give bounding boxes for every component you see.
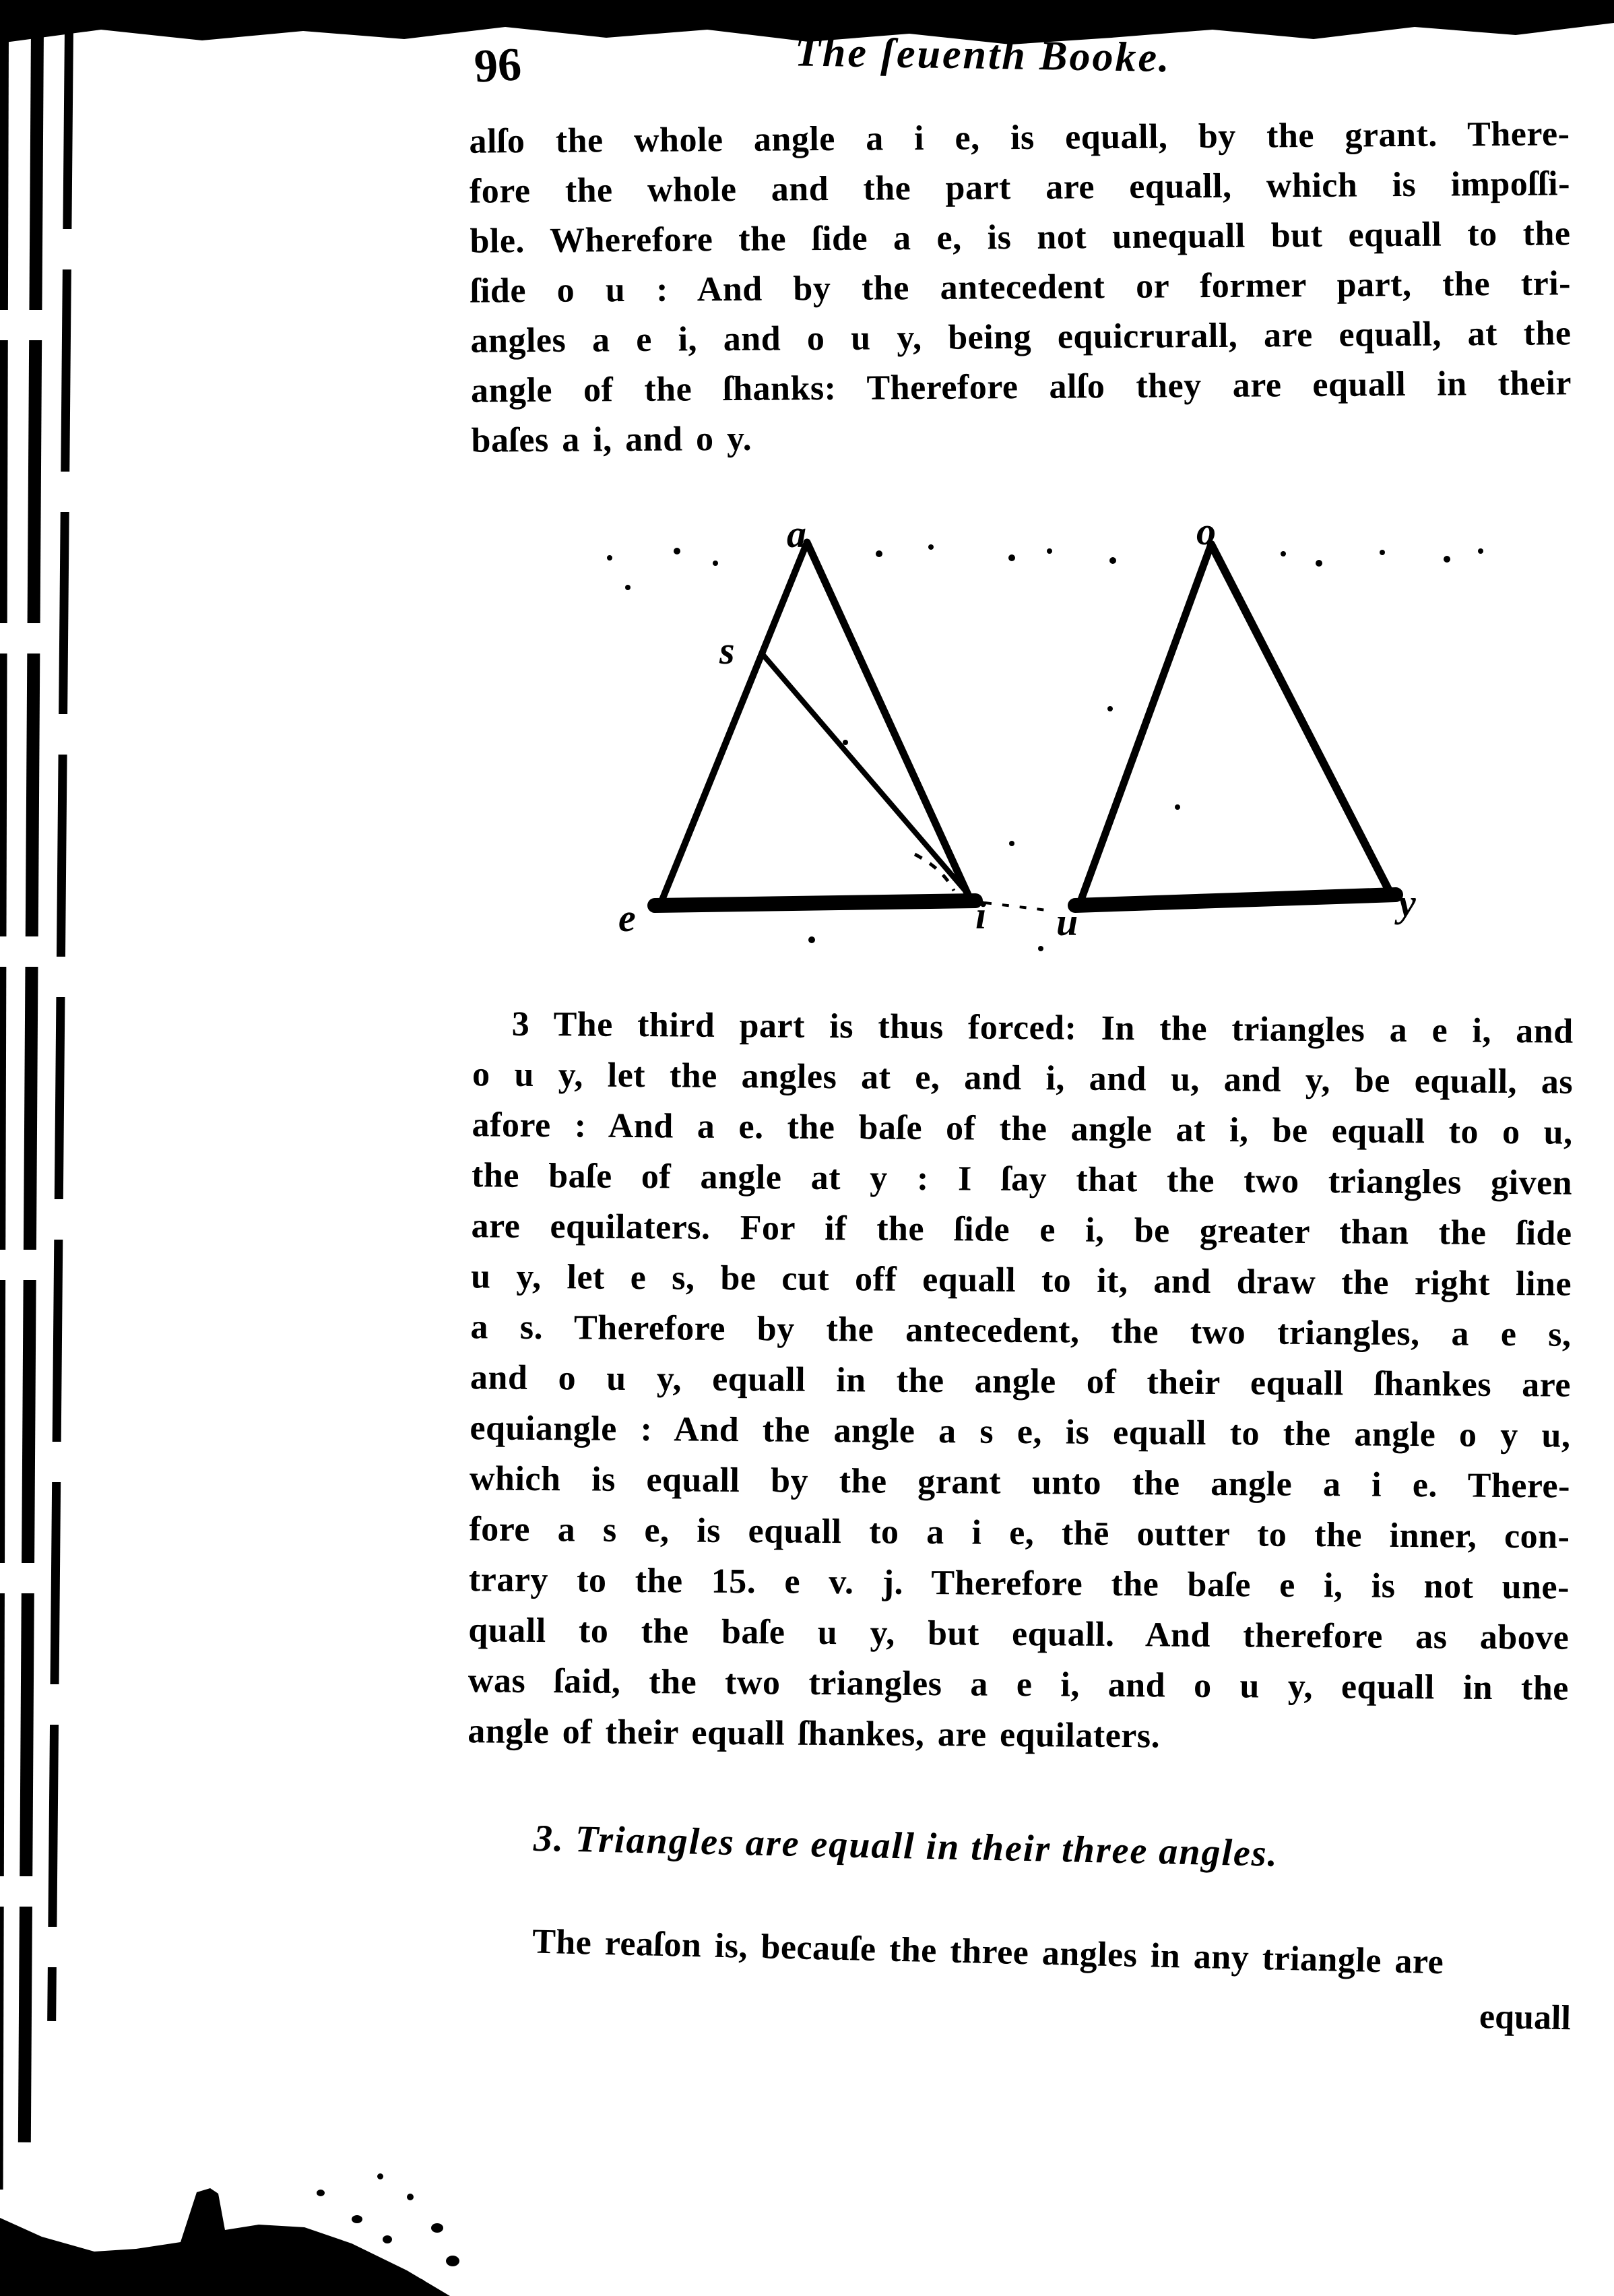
text-line: quall to the baſe u y, but equall. And therefore as above	[468, 1611, 1570, 1657]
scan-speck	[377, 2173, 383, 2179]
vertex-label-a: a	[787, 512, 806, 556]
text-line: the baſe of angle at y : I ſay that the two triangles given	[471, 1156, 1573, 1203]
page-number: 96	[473, 38, 523, 93]
vertex-label-i: i	[975, 893, 987, 937]
angle-mark-dashes	[985, 903, 1052, 911]
line-s-i	[762, 653, 969, 895]
text-line: ble. Wherefore the ſide a e, is not unequall but equall to the	[470, 214, 1571, 261]
scan-speck	[446, 2256, 459, 2266]
text-line: 3 The third part is thus forced: In the triangles a e i, and	[511, 1004, 1574, 1051]
text-line: u y, let e s, be cut off equall to it, and draw the right line	[470, 1257, 1572, 1304]
scan-speck	[407, 2194, 414, 2200]
triangles-diagram	[573, 499, 1489, 963]
base-e-i	[655, 901, 975, 905]
side-a-i	[807, 542, 969, 896]
text-line: trary to the 15. e v. j. Therefore the baſe e i, is not une-	[468, 1560, 1570, 1607]
side-o-y	[1211, 544, 1389, 891]
paragraph-2	[467, 998, 1574, 1764]
base-u-y	[1075, 895, 1396, 905]
vertex-label-o: o	[1196, 509, 1216, 553]
side-a-e	[661, 542, 807, 901]
side-o-u	[1080, 544, 1211, 901]
scan-speck	[431, 2223, 443, 2233]
text-line: was ſaid, the two triangles a e i, and o u y, equall in the	[467, 1661, 1570, 1708]
vertex-label-u: u	[1056, 900, 1078, 944]
text-line: a s. Therefore by the antecedent, the two triangles, a e s,	[470, 1308, 1572, 1354]
scan-gutter-streak	[47, 27, 73, 2021]
text-line: fore a s e, is equall to a i e, thē outter to the inner, con-	[469, 1510, 1570, 1556]
text-line: angle of the ſhanks: Therefore alſo they are equall in their	[470, 364, 1572, 410]
text-line: The reaſon is, becauſe the three angles in any triangle are	[531, 1922, 1444, 1982]
text-line: afore : And a e. the baſe of the angle at i, be equall to o u,	[472, 1106, 1573, 1152]
text-line: which is equall by the grant unto the angle a i e. There-	[469, 1459, 1571, 1506]
vertex-label-y: y	[1398, 881, 1416, 925]
text-line: alſo the whole angle a i e, is equall, by the grant. There-	[469, 115, 1570, 161]
catchword: equall	[1479, 1997, 1572, 2038]
text-line: fore the whole and the part are equall, which is impoſſi-	[469, 164, 1571, 211]
section-heading: 3. Triangles are equall in their three angles.	[533, 1817, 1279, 1875]
running-title: The ſeuenth Booke.	[794, 29, 1172, 82]
text-line: o u y, let the angles at e, and i, and u, and y, be equall, as	[472, 1055, 1574, 1102]
text-line: equiangle : And the angle a s e, is equall to the angle o y u,	[470, 1409, 1571, 1455]
vertex-label-e: e	[618, 896, 636, 940]
text-line: are equilaters. For if the ſide e i, be greater than the ſide	[471, 1207, 1572, 1253]
paragraph-1	[469, 109, 1572, 466]
scan-speck	[317, 2190, 325, 2196]
text-line: angles a e i, and o u y, being equicrurall, are equall, at the	[470, 314, 1572, 360]
scan-speck	[383, 2235, 392, 2243]
scan-stain-blob	[0, 2176, 472, 2296]
geometry-figure	[573, 499, 1489, 967]
text-line: and o u y, equall in the angle of their equall ſhankes are	[470, 1358, 1572, 1405]
text-line: angle of their equall ſhankes, are equilaters.	[467, 1712, 1161, 1756]
scan-speck	[352, 2215, 362, 2223]
scan-speck	[411, 2278, 426, 2289]
vertex-label-s: s	[719, 629, 735, 672]
scan-gutter-streak	[0, 27, 9, 2296]
text-line: baſes a i, and o y.	[471, 419, 752, 460]
paragraph-3	[470, 1915, 1571, 1990]
text-line: ſide o u : And by the antecedent or former part, the tri-	[470, 264, 1572, 311]
scan-gutter-streak	[18, 27, 44, 2142]
